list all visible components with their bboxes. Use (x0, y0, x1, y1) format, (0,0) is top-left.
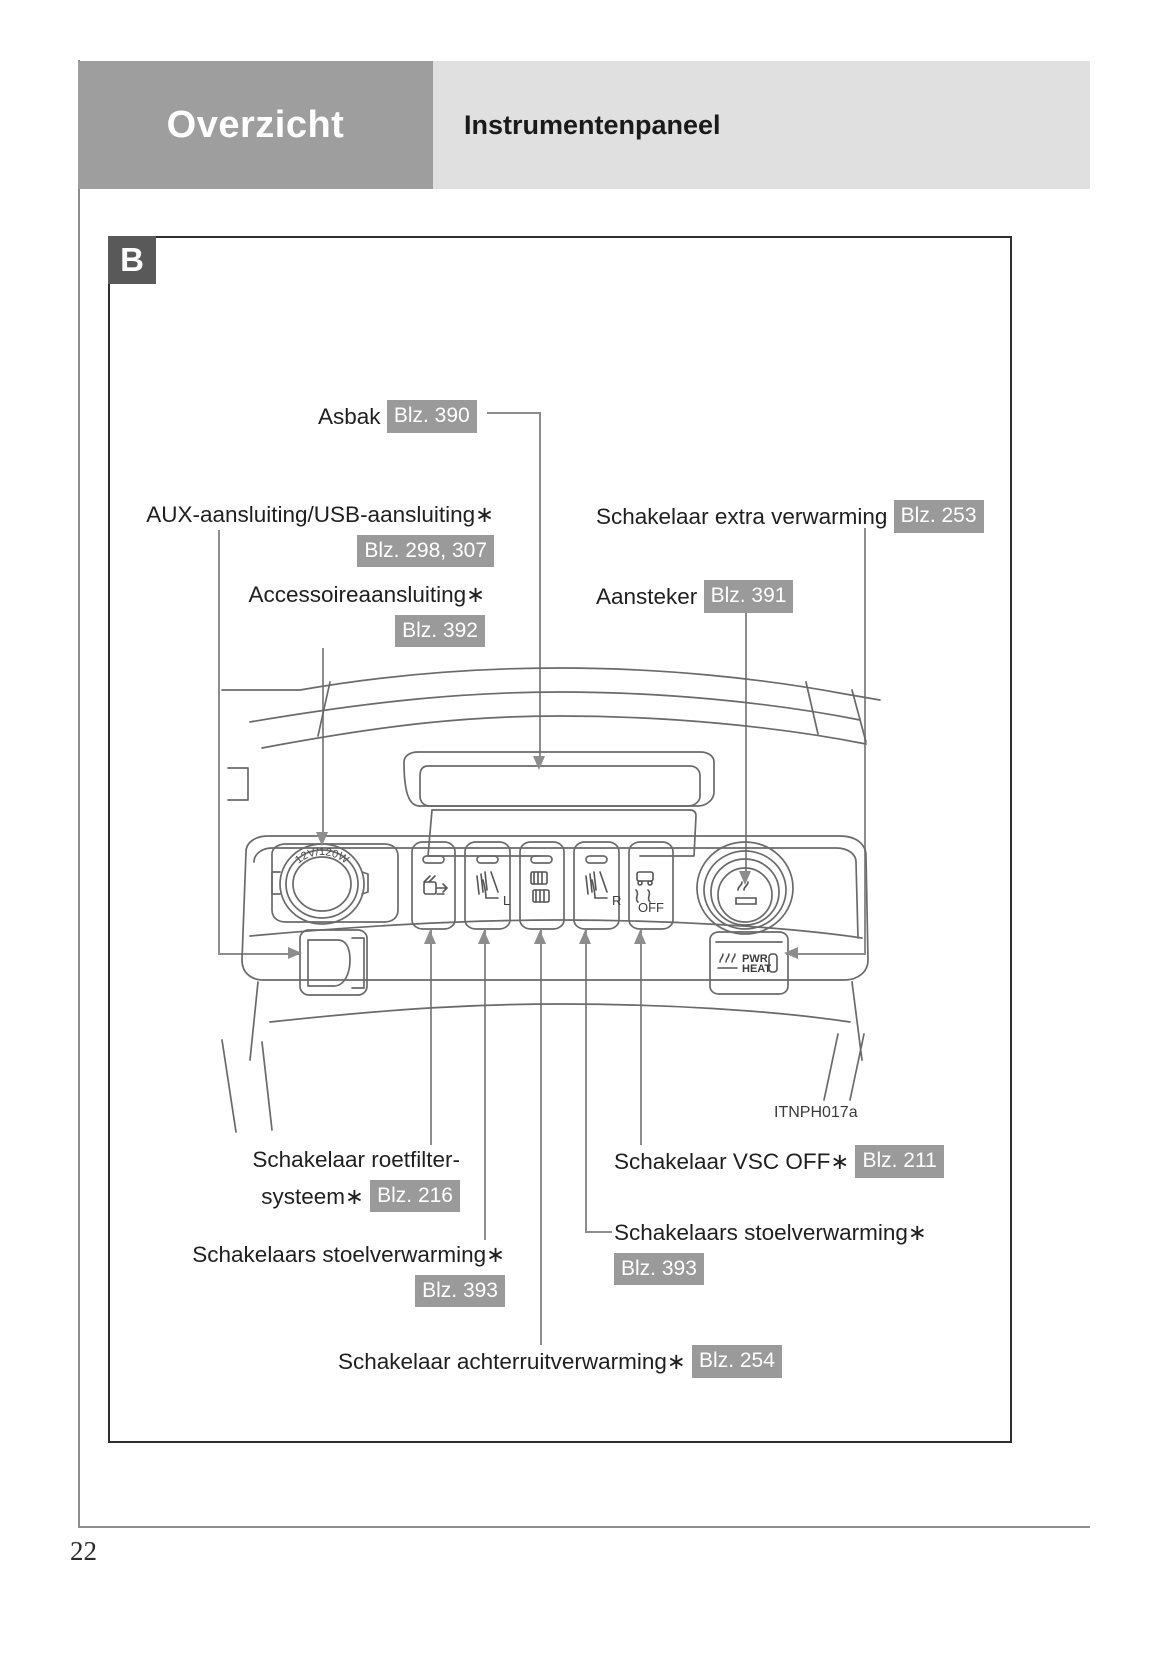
callout-stoelverwarming-links-ref: Blz. 393 (415, 1275, 505, 1308)
leader-aux-horizontal (218, 953, 300, 955)
chapter-title: Overzicht (166, 103, 345, 146)
chapter-banner (78, 61, 433, 189)
callout-aux-usb-text: AUX-aansluiting/USB-aansluiting∗ (146, 502, 494, 527)
vsc-off-text: OFF (638, 900, 664, 915)
callout-aansteker-ref: Blz. 391 (704, 580, 794, 613)
pwr-heat-line1: PWR (742, 953, 768, 965)
callout-vsc-off-ref: Blz. 211 (855, 1145, 943, 1178)
seat-heater-left-letter: L (503, 893, 511, 908)
callout-achterruitverwarming-text: Schakelaar achterruitverwarming∗ (338, 1349, 686, 1374)
seat-heater-right-letter: R (612, 893, 622, 908)
callout-stoelverwarming-links-text: Schakelaars stoelverwarming∗ (192, 1242, 505, 1267)
leader-extra-verwarming-horizontal (786, 953, 866, 955)
section-banner (433, 61, 1090, 189)
leader-vsc-off-vertical (640, 930, 642, 1145)
leader-achterruit-vertical (540, 930, 542, 1345)
callout-extra-verwarming-ref: Blz. 253 (894, 500, 984, 533)
callout-accessoire-ref: Blz. 392 (395, 615, 485, 648)
callout-achterruitverwarming (338, 1345, 782, 1378)
leader-stoelverwarming-rechts-vertical (585, 930, 587, 1232)
callout-asbak-ref: Blz. 390 (387, 400, 477, 433)
callout-aansteker-text: Aansteker (596, 584, 698, 609)
section-badge: B (108, 236, 156, 284)
leader-roetfilter-vertical (430, 930, 432, 1145)
callout-stoelverwarming-rechts (614, 1218, 927, 1285)
callout-aansteker (596, 580, 793, 613)
leader-extra-verwarming-vertical (864, 528, 866, 953)
section-title: Instrumentenpaneel (464, 109, 721, 140)
page-margin-rule (78, 60, 80, 1528)
callout-stoelverwarming-rechts-ref: Blz. 393 (614, 1253, 704, 1286)
callout-stoelverwarming-rechts-text: Schakelaars stoelverwarming∗ (614, 1220, 927, 1245)
callout-aux-usb-ref: Blz. 298, 307 (357, 535, 494, 568)
leader-accessoire-vertical (322, 648, 324, 838)
callout-asbak-text: Asbak (318, 404, 381, 429)
callout-accessoire-text: Accessoireaansluiting∗ (248, 582, 485, 607)
leader-stoelverwarming-links-vertical (484, 930, 486, 1240)
page-footer-rule (78, 1526, 1090, 1528)
callout-stoelverwarming-links (140, 1240, 505, 1307)
callout-vsc-off-text: Schakelaar VSC OFF∗ (614, 1149, 850, 1174)
page-number: 22 (70, 1536, 97, 1566)
callout-roetfilter-text-line1: Schakelaar roetfilter- (252, 1147, 460, 1172)
callout-achterruitverwarming-ref: Blz. 254 (692, 1345, 782, 1378)
callout-asbak (318, 400, 477, 433)
callout-aux-usb (134, 500, 494, 567)
leader-aansteker-vertical (745, 612, 747, 877)
callout-extra-verwarming-text: Schakelaar extra verwarming (596, 504, 888, 529)
leader-asbak-vertical (539, 412, 541, 762)
power-outlet-rating-text: 12V/120W (292, 846, 351, 867)
callout-roetfilter (130, 1145, 460, 1212)
callout-roetfilter-text-line2: systeem∗ (261, 1183, 364, 1209)
callout-accessoire (160, 580, 485, 647)
figure-code: ITNPH017a (774, 1104, 858, 1121)
leader-stoelverwarming-rechts-horizontal (585, 1231, 612, 1233)
callout-extra-verwarming (596, 500, 984, 533)
pwr-heat-line2: HEAT (742, 963, 772, 975)
page-header (78, 61, 1090, 189)
leader-asbak-horizontal (487, 412, 541, 414)
callout-roetfilter-ref: Blz. 216 (370, 1180, 460, 1213)
callout-vsc-off (614, 1145, 944, 1178)
